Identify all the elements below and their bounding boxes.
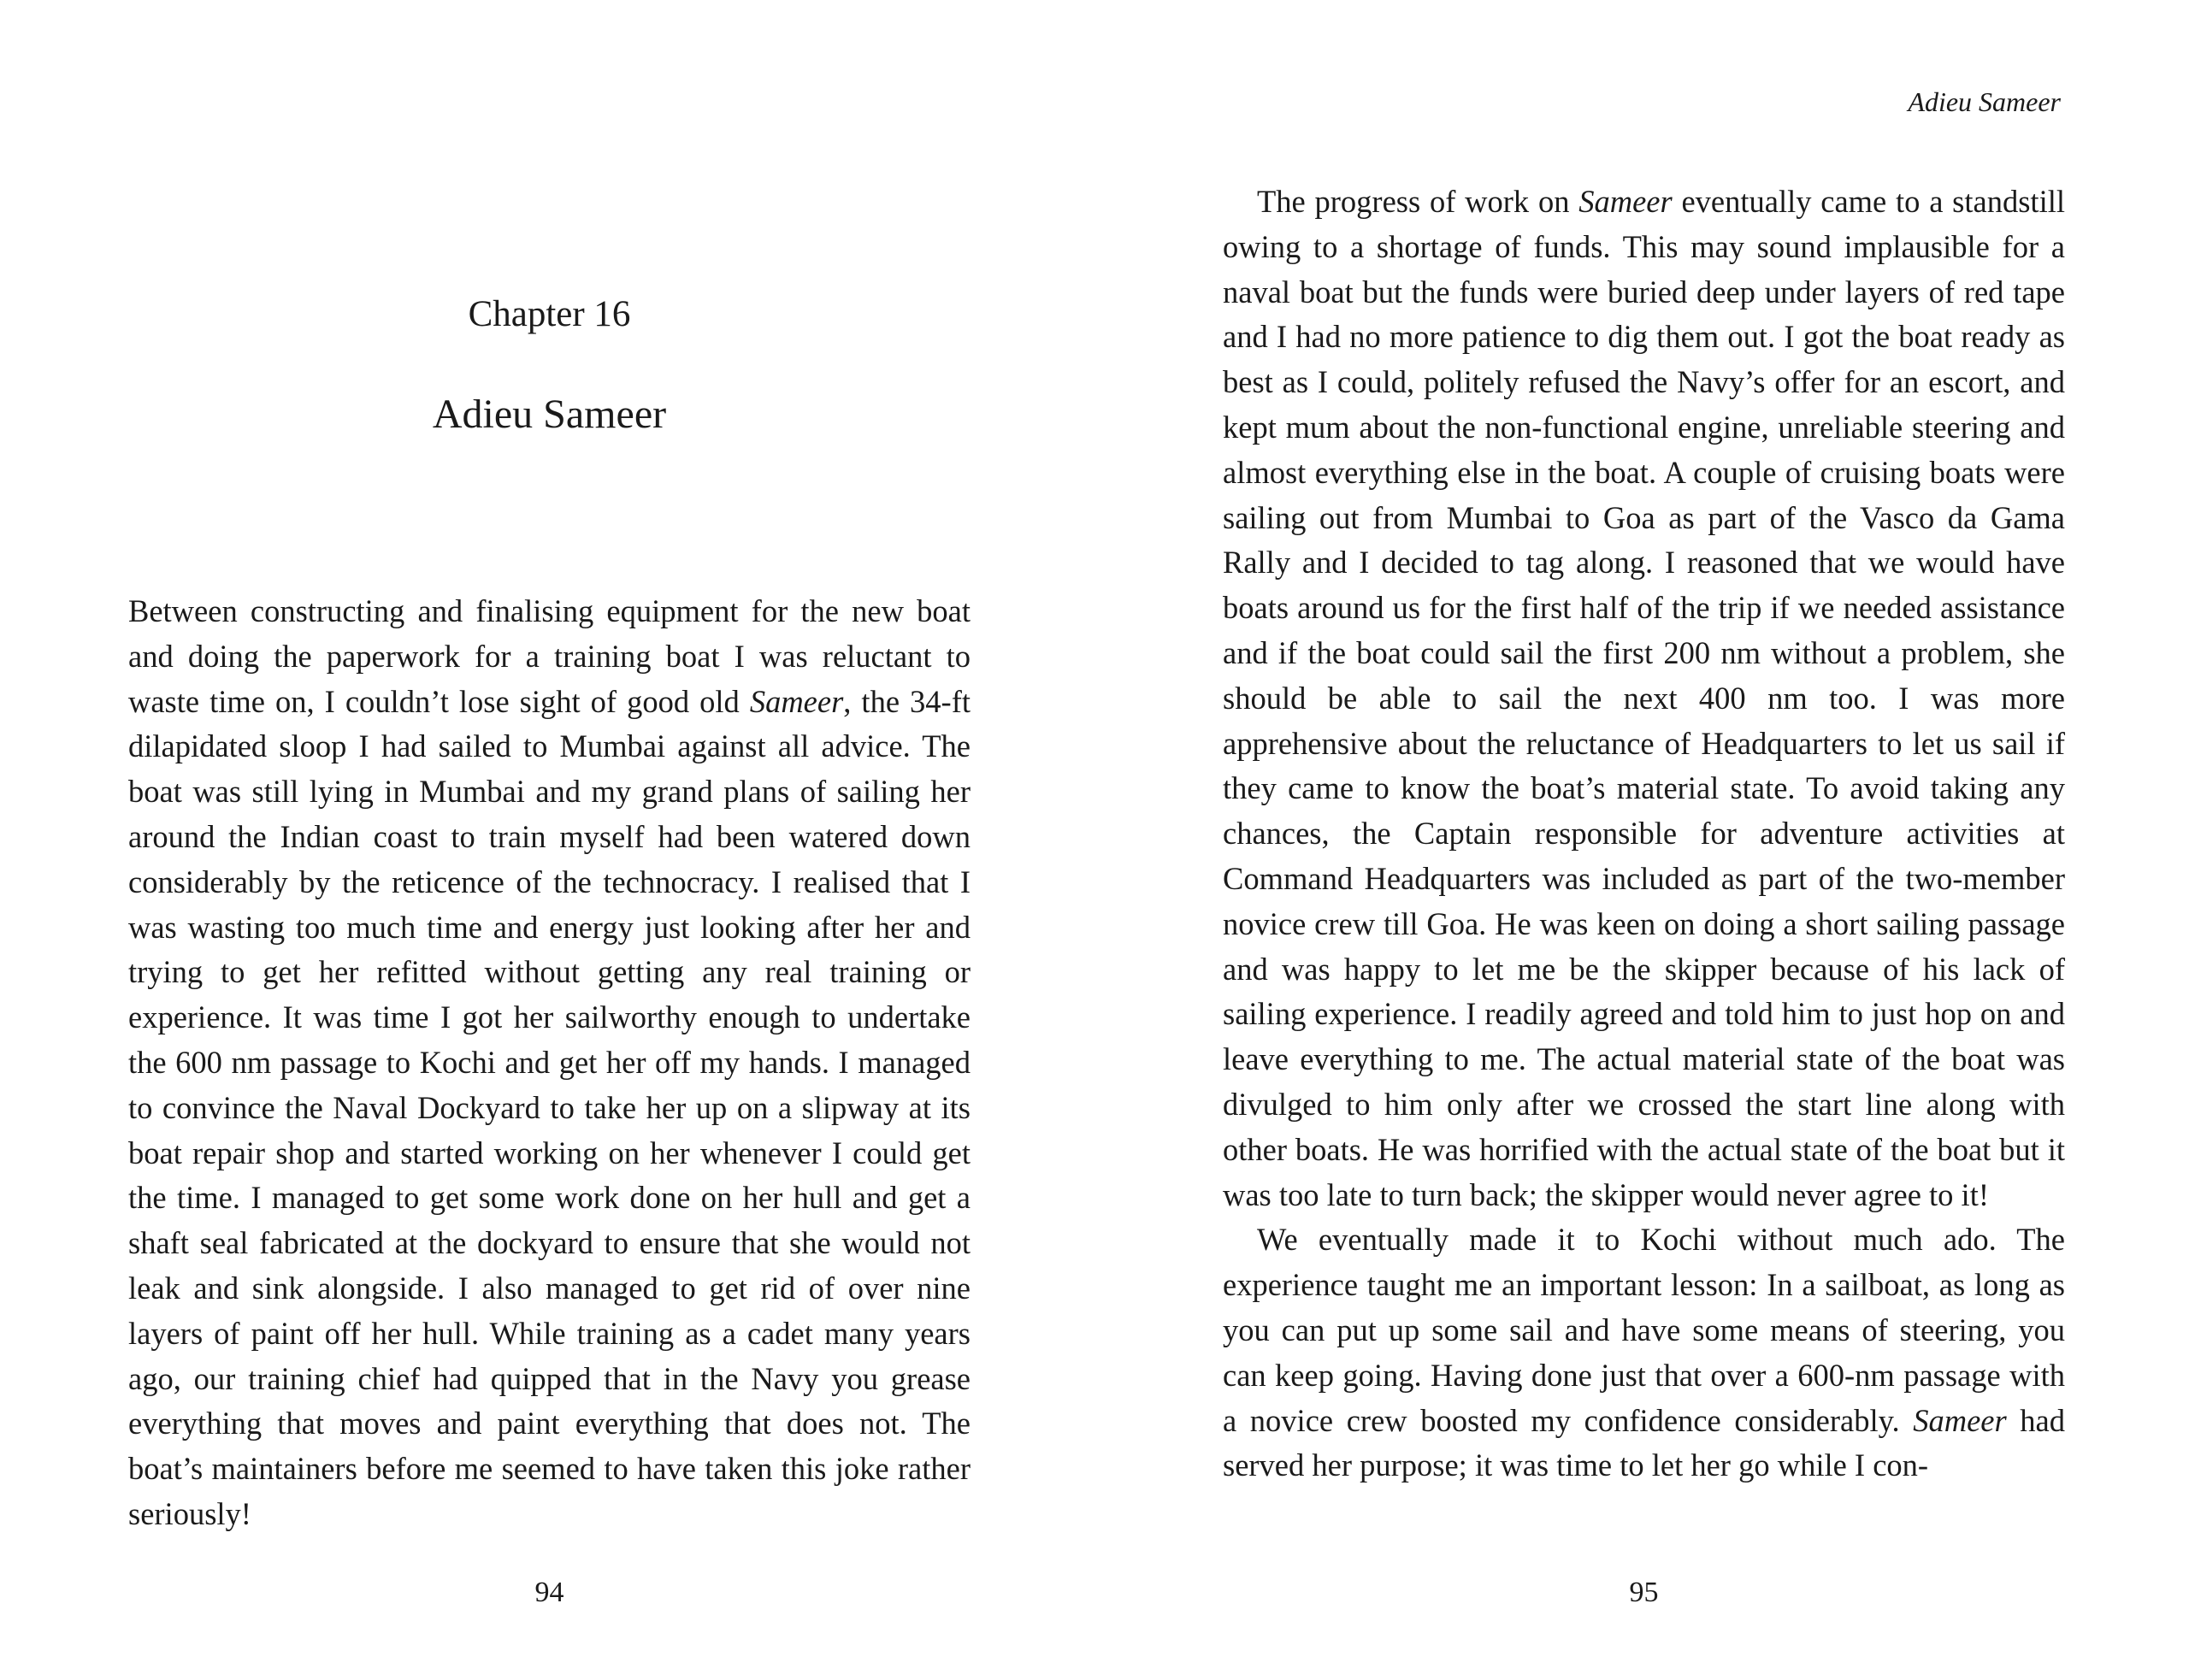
right-page <box>1094 0 2189 1680</box>
left-paragraph-1-part-2: , the 34-ft dilapidated sloop I had sailed to Mumbai against all advice. The boat was still lying in Mumbai and my grand plans of sailing her around the Indian coast to train myself had been watered down considerably by the reticence of the technocracy. I realised that I was wasting too much time and energy just looking after her and trying to get her refitted without getting any real training or experience. It was time I got her sailworthy enough to undertake the 600 nm passage to Kochi and get her off my hands. I managed to convince the Naval Dockyard to take her up on a slipway at its boat repair shop and started working on her whenever I could get the time. I managed to get some work done on her hull and get a shaft seal fabricated at the dockyard to ensure that she would not leak and sink alongside. I also managed to get rid of over nine layers of paint off her hull. While training as a cadet many years ago, our training chief had quipped that in the Navy you grease everything that moves and paint everything that does not. The boat’s maintainers before me seemed to have taken this joke rather seriously! <box>128 683 971 1531</box>
right-paragraph-1-boat-name: Sameer <box>1578 184 1673 219</box>
left-body-text <box>128 589 971 1537</box>
left-paragraph-1-part-1: Between constructing and finalising equipment for the new boat and doing the paperwork for a training boat I was reluctant to waste time on, I couldn’t lose sight of good old <box>128 593 971 719</box>
right-paragraph-1 <box>1223 180 2065 1217</box>
chapter-title: Adieu Sameer <box>432 392 667 437</box>
left-paragraph-1 <box>128 589 971 1537</box>
right-paragraph-1-part-1: The progress of work on <box>1257 184 1579 219</box>
left-paragraph-1-boat-name: Sameer <box>749 683 844 719</box>
right-paragraph-2-part-1: We eventually made it to Kochi without much ado. The experience taught me an important lesson: In a sailboat, as long as you can put up some sail and have some means of steering, you can keep going. Having done just that over a 600-nm passage with a novice crew boosted my confidence considerably. <box>1223 1222 2065 1438</box>
right-page-number: 95 <box>1629 1577 1659 1608</box>
left-page-number: 94 <box>534 1577 564 1608</box>
right-paragraph-2-part-2: had served her purpose; it was time to let her go while I con- <box>1223 1402 2065 1483</box>
right-paragraph-2-boat-name: Sameer <box>1913 1402 2007 1438</box>
left-page <box>0 0 1094 1680</box>
right-paragraph-2 <box>1223 1217 2065 1488</box>
chapter-number: Chapter 16 <box>468 294 631 334</box>
right-paragraph-1-part-2: eventually came to a standstill owing to a shortage of funds. This may sound implausible for a naval boat but the funds were buried deep under layers of red tape and I had no more patience to dig them out. I got the boat ready as best as I could, politely refused the Navy’s offer for an escort, and kept mum about the non-functional engine, unreliable steering and almost everything else in the boat. A couple of cruising boats were sailing out from Mumbai to Goa as part of the Vasco da Gama Rally and I decided to tag along. I reasoned that we would have boats around us for the first half of the trip if we needed assistance and if the boat could sail the first 200 nm without a problem, she should be able to sail the next 400 nm too. I was more apprehensive about the reluctance of Headquarters to let us sail if they came to know the boat’s material state. To avoid taking any chances, the Captain responsible for adventure activities at Command Headquarters was included as part of the two-member novice crew till Goa. He was keen on doing a short sailing passage and was happy to let me be the skipper because of his lack of sailing experience. I readily agreed and told him to just hop on and leave everything to me. The actual material state of the boat was divulged to him only after we crossed the start line along with other boats. He was horrified with the actual state of the boat but it was too late to turn back; the skipper would never agree to it! <box>1223 184 2065 1212</box>
right-body-text <box>1223 180 2065 1488</box>
running-head: Adieu Sameer <box>1908 86 2061 117</box>
